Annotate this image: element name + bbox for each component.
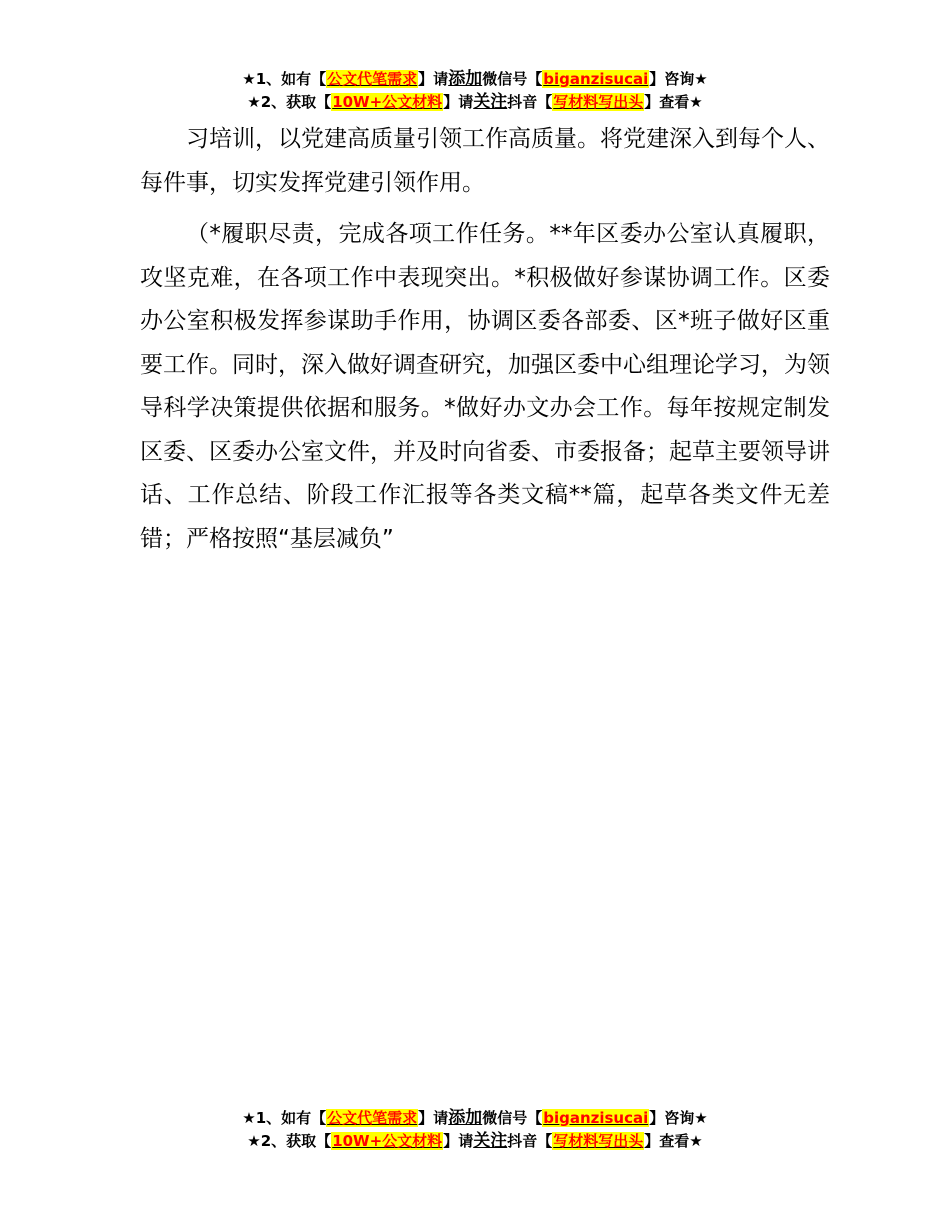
header-line1-mid2: 微信号【 bbox=[482, 70, 543, 88]
header-line2-highlight-douyin-account: 写材料写出头 bbox=[553, 93, 644, 111]
footer-line2-highlight-materials: 10W+公文材料 bbox=[332, 1132, 443, 1150]
footer-line1-prefix: ★1、如有【 bbox=[242, 1109, 327, 1127]
header-banner-line-2 bbox=[0, 91, 950, 114]
footer-line2-highlight-douyin-account: 写材料写出头 bbox=[553, 1132, 644, 1150]
footer-line2-mid2: 抖音【 bbox=[507, 1132, 553, 1150]
header-line1-suffix: 】咨询★ bbox=[649, 70, 708, 88]
header-line1-prefix: ★1、如有【 bbox=[242, 70, 327, 88]
header-banner bbox=[0, 68, 950, 114]
footer-line1-highlight-service: 公文代笔需求 bbox=[327, 1109, 418, 1127]
header-line1-highlight-wechat-id: biganzisucai bbox=[543, 70, 649, 88]
footer-banner bbox=[0, 1107, 950, 1153]
header-line2-suffix: 】查看★ bbox=[644, 93, 703, 111]
footer-line1-mid1: 】请 bbox=[418, 1109, 449, 1127]
body-paragraph-2: （*履职尽责，完成各项工作任务。**年区委办公室认真履职，攻坚克难，在各项工作中表现突出。*积极做好参谋协调工作。区委办公室积极发挥参谋助手作用，协调区委各部委、区*班子做好区重要工作。同时，深入做好调查研究，加强区委中心组理论学习，为领导科学决策提供依据和服务。*做好办文办会工作。每年按规定制发区委、区委办公室文件，并及时向省委、市委报备；起草主要领导讲话、工作总结、阶段工作汇报等各类文稿**篇，起草各类文件无差错；严格按照“基层减负” bbox=[140, 221, 830, 552]
body-paragraph-1: 习培训，以党建高质量引领工作高质量。将党建深入到每个人、每件事，切实发挥党建引领作用。 bbox=[140, 126, 830, 196]
header-line2-emphasis: 关注 bbox=[473, 92, 508, 112]
footer-line2-suffix: 】查看★ bbox=[644, 1132, 703, 1150]
header-line2-prefix: ★2、获取【 bbox=[247, 93, 332, 111]
footer-line2-mid1: 】请 bbox=[443, 1132, 474, 1150]
header-line2-mid1: 】请 bbox=[443, 93, 474, 111]
header-line1-emphasis: 添加 bbox=[448, 69, 483, 89]
footer-line2-emphasis: 关注 bbox=[473, 1131, 508, 1151]
header-line1-mid1: 】请 bbox=[418, 70, 449, 88]
header-line2-highlight-materials: 10W+公文材料 bbox=[332, 93, 443, 111]
footer-line1-emphasis: 添加 bbox=[448, 1108, 483, 1128]
footer-banner-line-1 bbox=[0, 1107, 950, 1130]
header-banner-line-1 bbox=[0, 68, 950, 91]
footer-banner-line-2 bbox=[0, 1130, 950, 1153]
footer-line1-mid2: 微信号【 bbox=[482, 1109, 543, 1127]
footer-line1-highlight-wechat-id: biganzisucai bbox=[543, 1109, 649, 1127]
header-line1-highlight-service: 公文代笔需求 bbox=[327, 70, 418, 88]
footer-line1-suffix: 】咨询★ bbox=[649, 1109, 708, 1127]
footer-line2-prefix: ★2、获取【 bbox=[247, 1132, 332, 1150]
document-body bbox=[140, 118, 830, 561]
header-line2-mid2: 抖音【 bbox=[507, 93, 553, 111]
